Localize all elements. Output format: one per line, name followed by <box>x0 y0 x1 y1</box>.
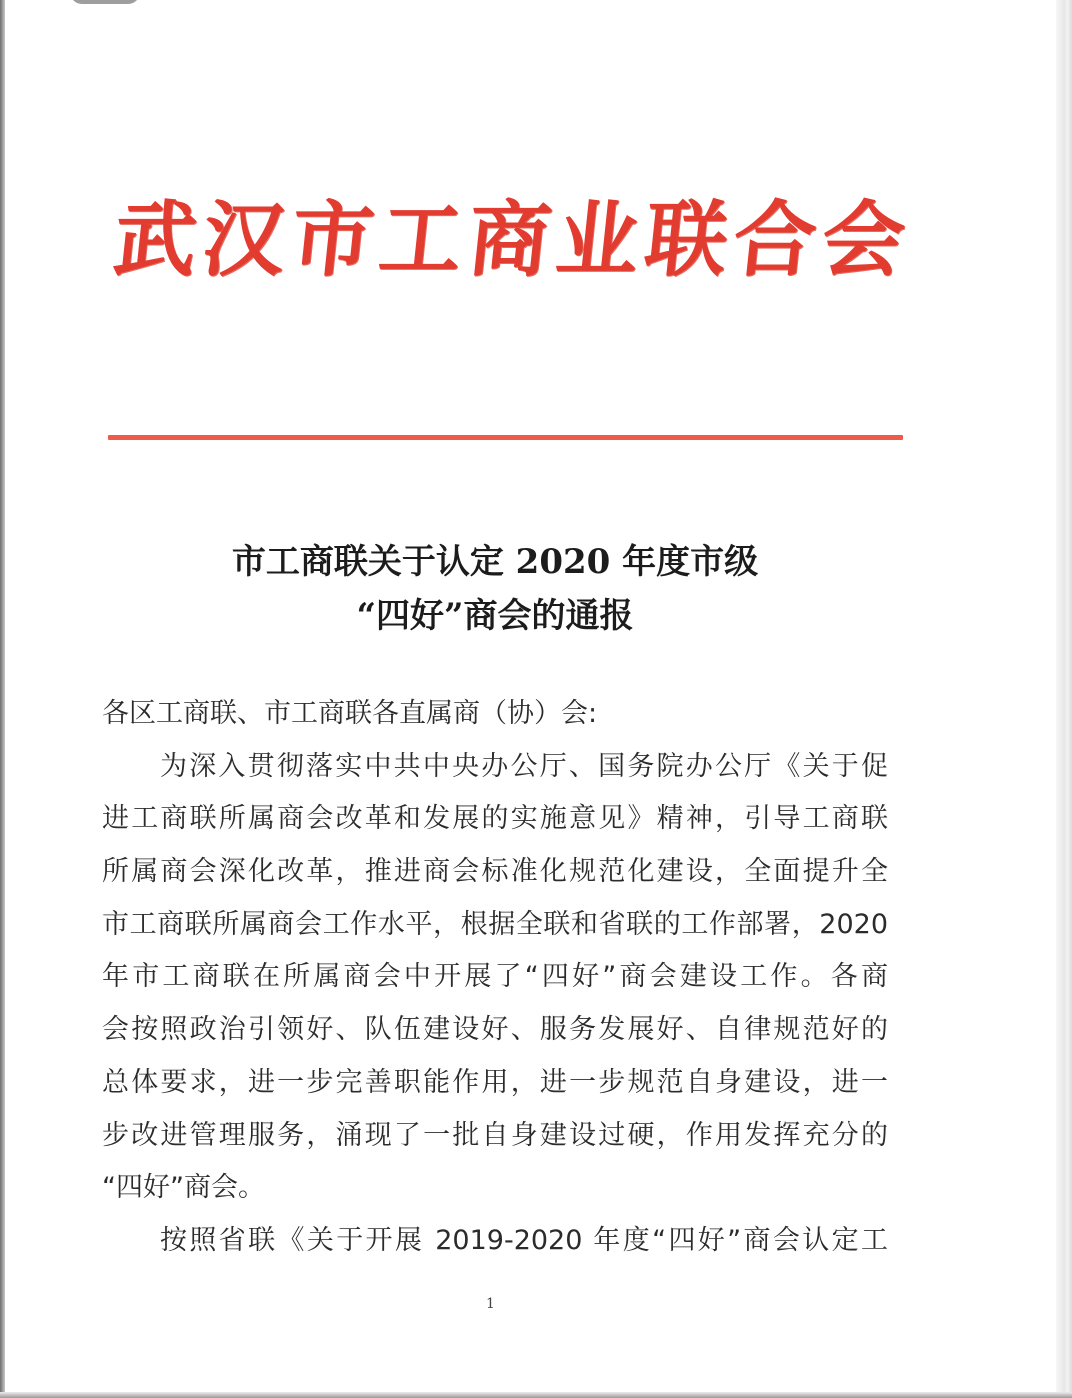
paragraph-1-line: 市工商联所属商会工作水平，根据全联和省联的工作部署，2020 <box>102 908 888 940</box>
document-title <box>150 535 840 643</box>
salutation: 各区工商联、市工商联各直属商（协）会: <box>102 698 598 729</box>
letterhead-char: 业 <box>551 191 644 288</box>
letterhead-char: 武 <box>109 191 202 288</box>
document-title-line-1: 市工商联关于认定 2020 年度市级 <box>231 542 759 582</box>
scan-clip-shadow <box>70 0 140 4</box>
paragraph-1-line: 会按照政治引领好、队伍建设好、服务发展好、自律规范好的 <box>102 1014 888 1046</box>
letterhead-char: 会 <box>817 191 910 288</box>
letterhead-char: 联 <box>640 191 733 288</box>
letterhead-char: 合 <box>728 191 821 288</box>
letterhead-char: 商 <box>463 191 556 288</box>
page-left-edge <box>0 0 5 1398</box>
page-bottom-edge <box>0 1392 1072 1398</box>
letterhead-char: 汉 <box>197 191 290 288</box>
document-title-line-2: “四好”商会的通报 <box>356 596 634 636</box>
letterhead-red-rule <box>108 435 903 440</box>
page-right-edge <box>1056 0 1072 1398</box>
letterhead-char: 市 <box>286 191 379 288</box>
paragraph-1-line: 年市工商联在所属商会中开展了“四好”商会建设工作。各商 <box>102 961 888 993</box>
paragraph-1-line: 为深入贯彻落实中共中央办公厅、国务院办公厅《关于促 <box>160 750 888 782</box>
paragraph-1-line: 步改进管理服务，涌现了一批自身建设过硬，作用发挥充分的 <box>102 1119 888 1151</box>
paragraph-2-line: 按照省联《关于开展 2019-2020 年度“四好”商会认定工 <box>160 1224 888 1256</box>
paragraph-1-line: 总体要求，进一步完善职能作用，进一步规范自身建设，进一 <box>102 1066 888 1098</box>
paragraph-1-line: “四好”商会。 <box>102 1172 265 1204</box>
document-body <box>102 688 888 1268</box>
page-number: 1 <box>486 1296 495 1312</box>
paragraph-1-line: 所属商会深化改革，推进商会标准化规范化建设，全面提升全 <box>102 856 888 888</box>
paragraph-1-line: 进工商联所属商会改革和发展的实施意见》精神，引导工商联 <box>102 803 888 835</box>
letterhead-organization-name <box>109 178 911 288</box>
letterhead-char: 工 <box>374 191 467 288</box>
